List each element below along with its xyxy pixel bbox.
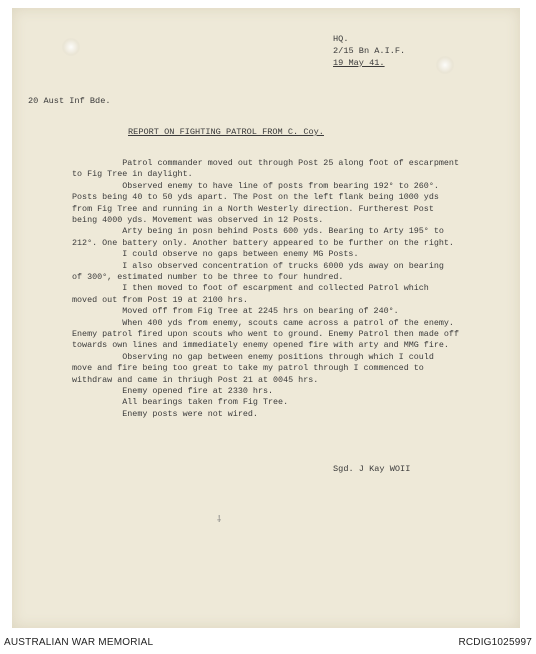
body-line: I could observe no gaps between enemy MG Posts. [72, 249, 359, 260]
body-line: Observed enemy to have line of posts from bearing 192° to 260°. [72, 180, 439, 191]
body-line: Enemy posts were not wired. [72, 408, 258, 419]
header-unit: 2/15 Bn A.I.F. [333, 46, 406, 56]
body-line: Patrol commander moved out through Post 25 along foot of escarpment [72, 158, 459, 168]
body-line: All bearings taken from Fig Tree. [72, 397, 289, 408]
addressee: 20 Aust Inf Bde. [28, 96, 111, 106]
body-line: Posts being 40 to 50 yds apart. The Post on the left flank being 1000 yds [72, 192, 439, 203]
body-line: Arty being in posn behind Posts 600 yds. Bearing to Arty 195° to [72, 226, 444, 237]
punch-hole-right [436, 56, 454, 74]
body-line: towards own lines and immediately enemy opened fire with arty and MMG fire. [72, 340, 449, 351]
body-line: Moved off from Fig Tree at 2245 hrs on bearing of 240°. [72, 306, 399, 317]
pencil-mark: ⸸ [217, 515, 222, 525]
body-line: I also observed concentration of trucks 6000 yds away on bearing [72, 260, 444, 271]
body-line: withdraw and came in thriugh Post 21 at 0045 hrs. [72, 374, 319, 385]
footer-source: AUSTRALIAN WAR MEMORIAL [4, 637, 154, 648]
signature: Sgd. J Kay WOII [333, 464, 411, 474]
body-line: of 300°, estimated number to be three to four hundred. [72, 272, 344, 282]
body-line: moved out from Post 19 at 2100 hrs. [72, 294, 248, 305]
punch-hole-left [62, 38, 80, 56]
body-line: being 4000 yds. Movement was observed in 12 Posts. [72, 215, 324, 225]
header-date: 19 May 41. [333, 58, 385, 68]
body-line: from Fig Tree and running in a North Westerly direction. Furtherest Post [72, 203, 434, 214]
body-line: Enemy opened fire at 2330 hrs. [72, 386, 274, 396]
header-hq: HQ. [333, 34, 349, 44]
footer-id: RCDIG1025997 [458, 637, 532, 648]
body-line: to Fig Tree in daylight. [72, 169, 193, 180]
body-line: Observing no gap between enemy positions through which I could [72, 351, 434, 362]
body-line: Enemy patrol fired upon scouts who went to ground. Enemy Patrol then made off [72, 329, 459, 339]
body-line: When 400 yds from enemy, scouts came across a patrol of the enemy. [72, 317, 454, 328]
body-line: I then moved to foot of escarpment and collected Patrol which [72, 283, 429, 294]
body-line: move and fire being too great to take my patrol through I commenced to [72, 363, 424, 374]
report-title: REPORT ON FIGHTING PATROL FROM C. Coy. [128, 127, 324, 137]
body-line: 212°. One battery only. Another battery appeared to be further on the right. [72, 237, 454, 248]
footer-bar [0, 630, 536, 654]
